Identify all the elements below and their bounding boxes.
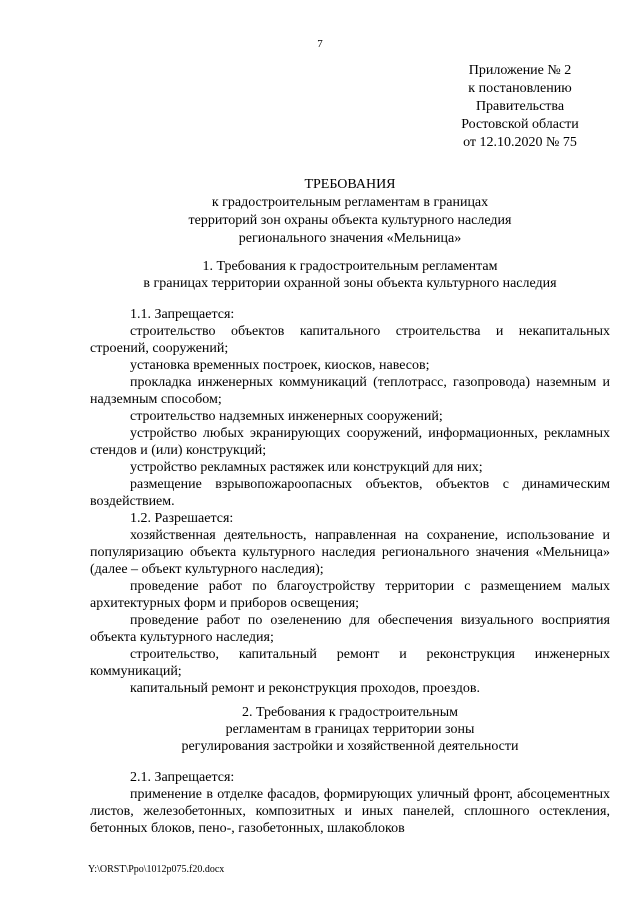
appendix-line: Ростовской области xyxy=(461,117,579,132)
appendix-line: Правительства xyxy=(475,99,565,114)
section-1-heading xyxy=(90,258,610,292)
subsection-2-1-label: 2.1. Запрещается: xyxy=(130,770,235,785)
list-item: применение в отделке фасадов, формирующих уличный фронт, абсоцементных листов, железобетонных, композитных и иных панелей, сплошного остекления, бетонных блоков, пено-, газобетонных, шлакоблоков xyxy=(90,787,610,836)
section-heading-line: 1. Требования к градостроительным регламентам xyxy=(202,259,498,274)
document-title xyxy=(90,176,610,248)
list-item: устройство рекламных растяжек или конструкций для них; xyxy=(130,460,483,475)
subsection-1-2-label: 1.2. Разрешается: xyxy=(130,511,234,526)
title-line: регионального значения «Мельница» xyxy=(238,231,462,246)
section-1 xyxy=(90,258,610,697)
list-item: строительство объектов капитального строительства и некапитальных строений, сооружений; xyxy=(90,324,610,356)
list-item: хозяйственная деятельность, направленная на сохранение, использование и популяризацию объекта культурного наследия регионального значения «Мельница» (далее – объект культурного наследия); xyxy=(90,528,610,577)
section-2 xyxy=(90,704,610,837)
section-heading-line: регламентам в границах территории зоны xyxy=(225,722,475,737)
title-heading: ТРЕБОВАНИЯ xyxy=(304,177,396,192)
list-item: строительство надземных инженерных сооружений; xyxy=(130,409,443,424)
list-item: строительство, капитальный ремонт и реконструкция инженерных коммуникаций; xyxy=(90,647,610,679)
title-line: к градостроительным регламентам в границах xyxy=(211,195,489,210)
list-item: установка временных построек, киосков, навесов; xyxy=(130,358,430,373)
appendix-line: от 12.10.2020 № 75 xyxy=(463,135,577,150)
appendix-line: к постановлению xyxy=(468,81,572,96)
appendix-line: Приложение № 2 xyxy=(468,63,572,78)
footer-file-path: Y:\ORST\Ppo\1012p075.f20.docx xyxy=(88,864,225,875)
subsection-1-1-label: 1.1. Запрещается: xyxy=(130,307,235,322)
appendix-block xyxy=(440,62,600,152)
list-item: проведение работ по благоустройству территории с размещением малых архитектурных форм и приборов освещения; xyxy=(90,579,610,611)
section-heading-line: регулирования застройки и хозяйственной деятельности xyxy=(181,739,519,754)
list-item: проведение работ по озеленению для обеспечения визуального восприятия объекта культурного наследия; xyxy=(90,613,610,645)
list-item: устройство любых экранирующих сооружений, информационных, рекламных стендов и (или) конструкций; xyxy=(90,426,610,458)
list-item: прокладка инженерных коммуникаций (теплотрасс, газопровода) наземным и надземным способом; xyxy=(90,375,610,407)
section-heading-line: 2. Требования к градостроительным xyxy=(241,705,459,720)
page-number: 7 xyxy=(317,38,323,50)
list-item: размещение взрывопожароопасных объектов, объектов с динамическим воздействием. xyxy=(90,477,610,509)
title-line: территорий зон охраны объекта культурного наследия xyxy=(188,213,512,228)
list-item: капитальный ремонт и реконструкция проходов, проездов. xyxy=(130,681,481,696)
section-2-heading xyxy=(90,704,610,755)
section-heading-line: в границах территории охранной зоны объекта культурного наследия xyxy=(143,276,557,291)
